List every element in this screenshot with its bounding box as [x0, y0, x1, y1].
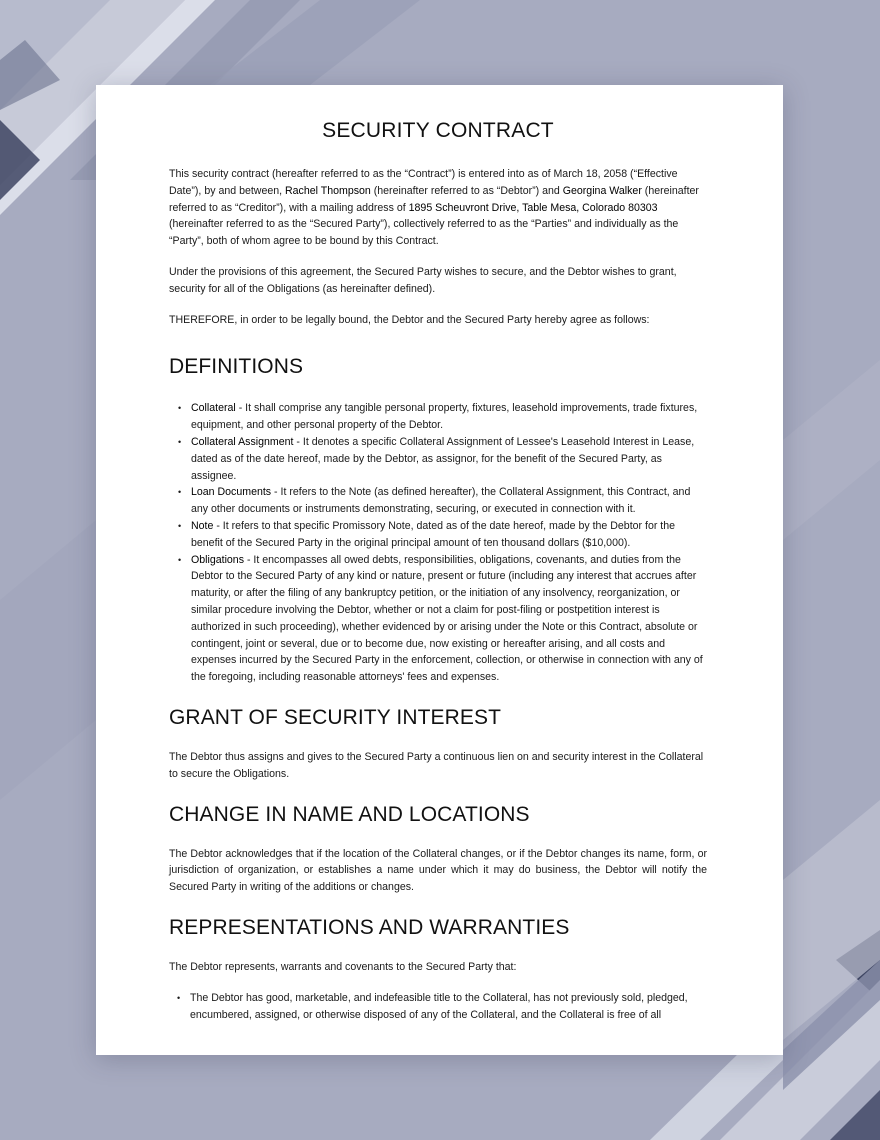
intro-paragraph [169, 166, 707, 250]
therefore-paragraph: THEREFORE, in order to be legally bound, the Debtor and the Secured Party hereby agree as follows: [169, 313, 650, 326]
creditor-name: Georgina Walker [562, 184, 642, 197]
intro-text-3: (hereinafter referred to as “Creditor”), with a mailing address of [169, 184, 699, 214]
definitions-list [169, 400, 707, 686]
list-item [191, 518, 707, 552]
representations-list [169, 990, 707, 1024]
mailing-address: 1895 Scheuvront Drive, Table Mesa, Colorado 80303 [408, 201, 658, 214]
intro-text-2: (hereinafter referred to as “Debtor”) and [370, 184, 563, 197]
change-heading: CHANGE IN NAME AND LOCATIONS [169, 802, 530, 826]
list-item: • The Debtor has good, marketable, and indefeasible title to the Collateral, has not previously sold, pledged, encumbered, assigned, or otherwise disposed of any of the Collateral, and the Collateral is free of all [190, 990, 707, 1024]
document-title: SECURITY CONTRACT [322, 119, 554, 142]
document-content [169, 85, 707, 1023]
definition-text: - It shall comprise any tangible personal property, fixtures, leasehold improvements, trade fixtures, equipment, and other personal property of the Debtor. [191, 402, 698, 432]
document-page [96, 85, 783, 1055]
list-item [191, 400, 707, 434]
provisions-paragraph: Under the provisions of this agreement, the Secured Party wishes to secure, and the Debtor wishes to grant, security for all of the Obligations (as hereinafter defined). [169, 265, 677, 295]
intro-text-1: This security contract (hereafter referred to as the “Contract”) is entered into as of March 18, 2058 (“Effective Date”), by and between, [169, 168, 678, 197]
definition-text: - It encompasses all owed debts, responsibilities, obligations, covenants, and duties from the Debtor to the Secured Party of any kind or nature, present or future (including any interest that accrues after maturity, or after the filing of any bankruptcy petition, or the initiation of any insolvency, reorganization, or similar procedure involving the Debtor, whether or not a claim for post-filing or postpetition interest is authorized in such proceeding), whether evidenced by or arising under the Note or this Contract, absolute or contingent, joint or several, due or to become due, now existing or hereafter arising, and all costs and expenses incurred by the Secured Party in the enforcement, collection, or otherwise in connection with any of the foregoing, including reasonable attorneys' fees and expenses. [191, 553, 703, 684]
grant-paragraph: The Debtor thus assigns and gives to the Secured Party a continuous lien on and security interest in the Collateral to secure the Obligations. [169, 750, 704, 780]
definition-term: Collateral Assignment [191, 435, 294, 448]
debtor-name: Rachel Thompson [285, 184, 371, 197]
definition-text: - It denotes a specific Collateral Assignment of Lessee's Leasehold Interest in Lease, dated as of the date hereof, made by the Debtor, as assignor, for the benefit of the Secured Party, as assignee. [191, 435, 695, 482]
definition-text: - It refers to that specific Promissory Note, dated as of the date hereof, made by the Debtor for the benefit of the Secured Party in the original principal amount of ten thousand dollars ($10,000). [191, 519, 676, 549]
definition-term: Note [191, 519, 214, 532]
list-item [191, 484, 707, 518]
definition-term: Collateral [191, 402, 236, 415]
definition-text: - It refers to the Note (as defined hereafter), the Collateral Assignment, this Contract, and any other documents or instruments demonstrating, securing, or executed in connection with it. [191, 486, 691, 516]
list-item [191, 552, 707, 686]
definition-term: Obligations [191, 553, 244, 566]
list-item [191, 434, 707, 484]
intro-text-4: (hereinafter referred to as the “Secured Party”), collectively referred to as the “Parties” and individually as the “Party”, both of whom agree to be bound by this Contract. [169, 218, 679, 248]
representations-heading: REPRESENTATIONS AND WARRANTIES [169, 915, 570, 939]
definition-term: Loan Documents [191, 486, 272, 499]
change-paragraph: The Debtor acknowledges that if the location of the Collateral changes, or if the Debtor changes its name, form, or jurisdiction of organization, or establishes a name under which it may do business, the Debtor will notify the Secured Party in writing of the additions or changes. [169, 847, 707, 894]
grant-heading: GRANT OF SECURITY INTEREST [169, 705, 502, 729]
definitions-heading: DEFINITIONS [169, 355, 304, 379]
representations-intro: The Debtor represents, warrants and covenants to the Secured Party that: [169, 960, 517, 973]
